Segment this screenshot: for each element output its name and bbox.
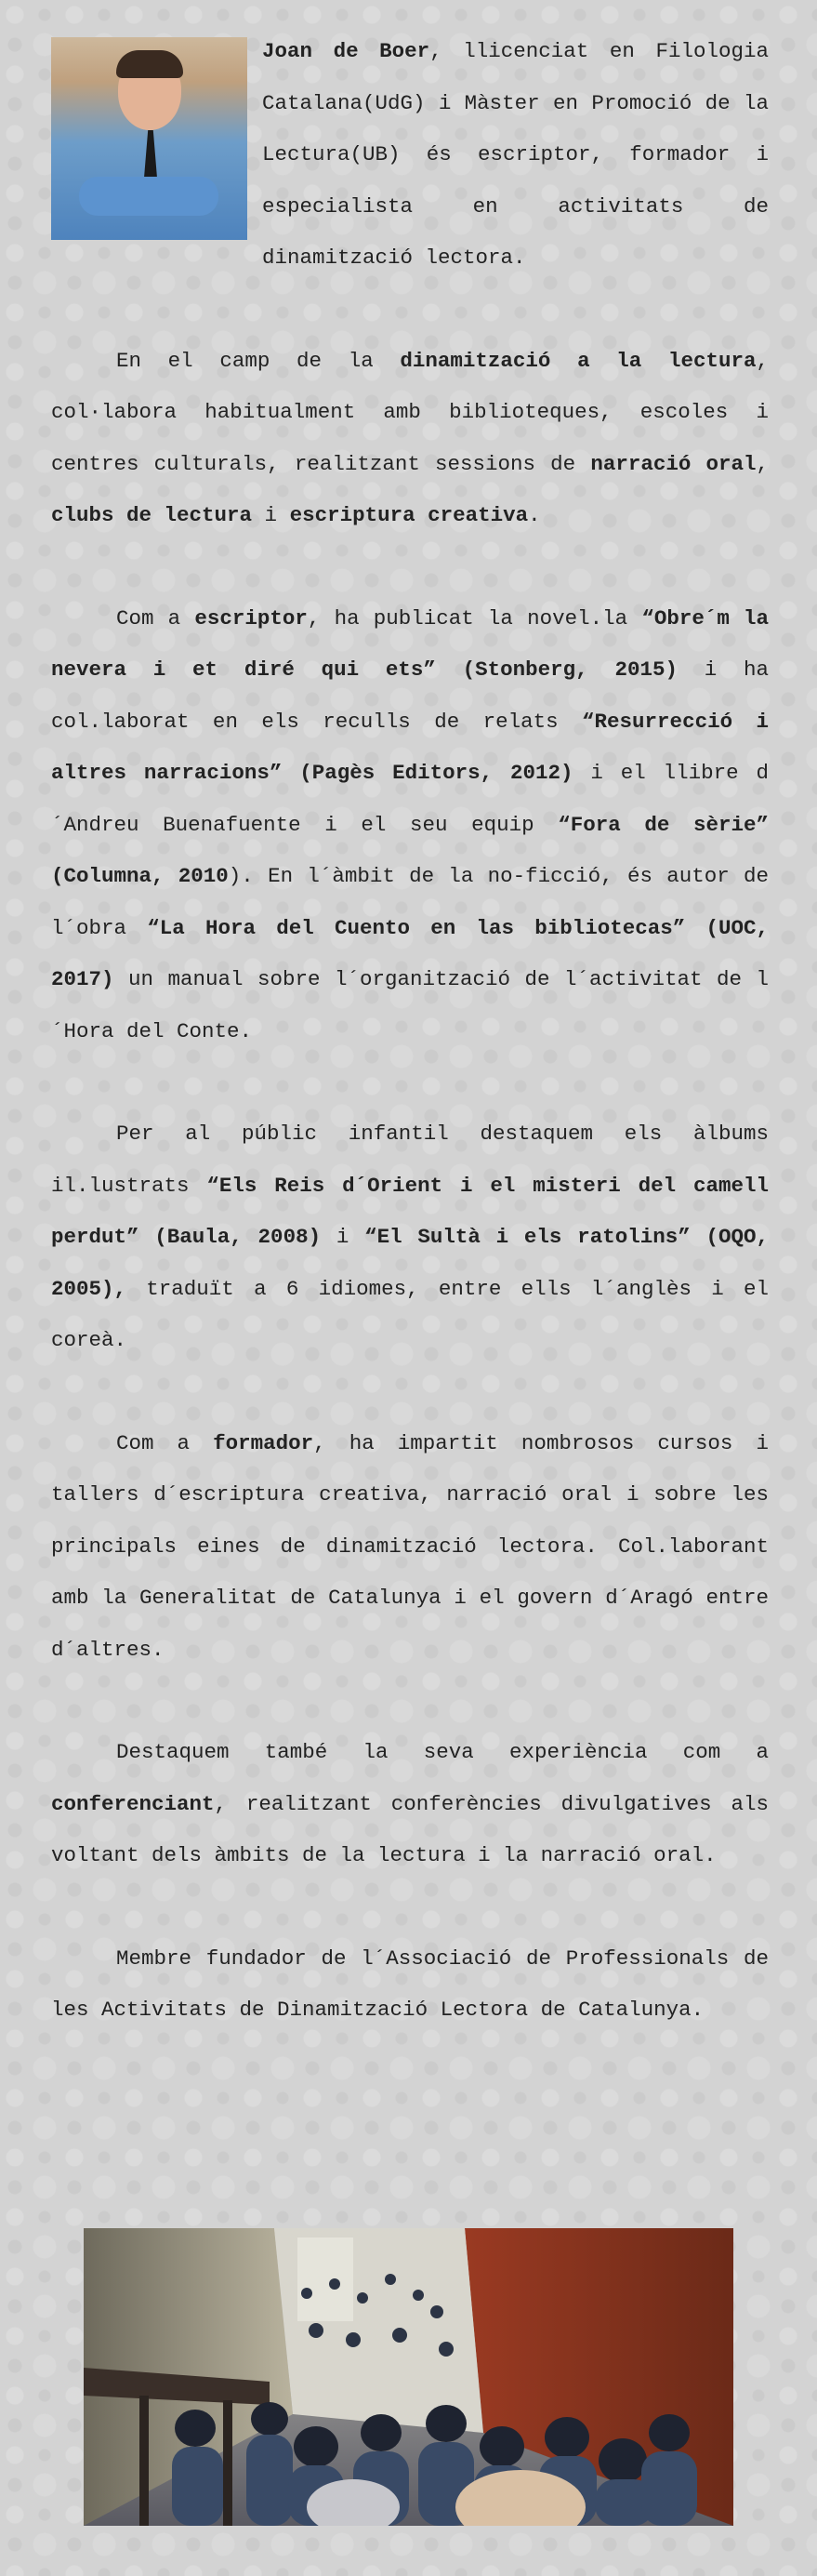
bold-span: escriptura creativa [289,503,529,527]
bold-span: dinamització a la lectura [400,348,757,373]
bold-span: “Fora de sèrie” (Columna, 2010 [51,812,769,888]
text-span: . [528,503,541,527]
text-span: Membre fundador de l´Associació de Professionals de les Activitats de Dinamització Lectora de Catalunya. [51,1945,769,2022]
paragraph-dinamitzacio [51,336,769,542]
intro-text: , llicenciat en Filologia Catalana(UdG) i Màster en Promoció de la Lectura(UB) és escriptor, formador i especialista en activitats de dinamització lectora. [262,39,770,270]
spacer [51,285,769,336]
bold-span: narració oral [590,451,757,476]
text-span: , ha impartit nombrosos cursos i tallers d´escriptura creativa, narració oral i sobre les principals eines de dinamització lectora. Col.laborant amb la Generalitat de Catalunya i el govern d´Aragó entre d´altres. [51,1430,769,1662]
bold-span: “Resurrecció i altres narracions” (Pagès Editors, 2012) [51,709,769,785]
paragraph-formador [51,1418,769,1677]
intro-paragraph [262,26,769,285]
paragraph-associacio [51,1933,769,2037]
bold-span: “La Hora del Cuento en las bibliotecas” (UOC, 2017) [51,915,769,991]
paragraph-infantil [51,1109,769,1367]
text-span: i ha col.laborat en els reculls de relats [51,657,769,734]
text-span: Per al públic infantil destaquem els àlbums il.lustrats [51,1122,769,1198]
text-span: , [756,451,769,476]
text-span: , col·labora habitualment amb biblioteques, escoles i centres culturals, realitzant sessions de [51,348,769,476]
text-span: Destaquem també la seva experiència com a [116,1740,769,1764]
author-photo [51,37,247,240]
photo-arms [79,177,218,216]
bold-span: formador [213,1430,314,1455]
bold-span: “Els Reis d´Orient i el misteri del camell perdut” (Baula, 2008) [51,1173,769,1249]
text-span: En el camp de la [116,348,401,373]
text-span: i [321,1225,365,1249]
text-span: i el llibre d´Andreu Buenafuente i el seu equip [51,761,769,837]
text-span: , realitzant conferències divulgatives als voltant dels àmbits de la lectura i la narració oral. [51,1791,769,1867]
paragraph-conferenciant [51,1727,769,1882]
text-span: i [252,503,290,527]
author-name: Joan de Boer [262,39,430,63]
text-span: ). En l´àmbit de la no-ficció, és autor de l´obra [51,864,770,940]
spacer [51,1367,769,1418]
text-span: , ha publicat la novel.la [307,605,642,631]
bold-span: clubs de lectura [51,503,253,527]
paragraph-escriptor [51,593,769,1058]
text-span: Com a [116,1430,214,1455]
spacer [51,542,769,593]
spacer [51,1882,769,1933]
intro-section [51,26,769,285]
biography [51,26,769,2037]
bold-span: conferenciant [51,1791,215,1816]
audience-photo [84,2228,733,2526]
audience-photo-drawing [84,2228,733,2526]
bold-span: “Obre´m la nevera i et diré qui ets” (Stonberg, 2015) [51,605,770,682]
text-span: un manual sobre l´organització de l´activitat de l´Hora del Conte. [51,967,769,1043]
text-span: traduït a 6 idiomes, entre ells l´anglès i el coreà. [51,1276,769,1352]
bold-span: “El Sultà i els ratolins” (OQO, 2005), [51,1225,769,1301]
spacer [51,1057,769,1109]
text-span: Com a [116,605,195,631]
photo-hair [116,50,183,78]
spacer [51,1676,769,1727]
bold-span: escriptor [194,605,308,631]
